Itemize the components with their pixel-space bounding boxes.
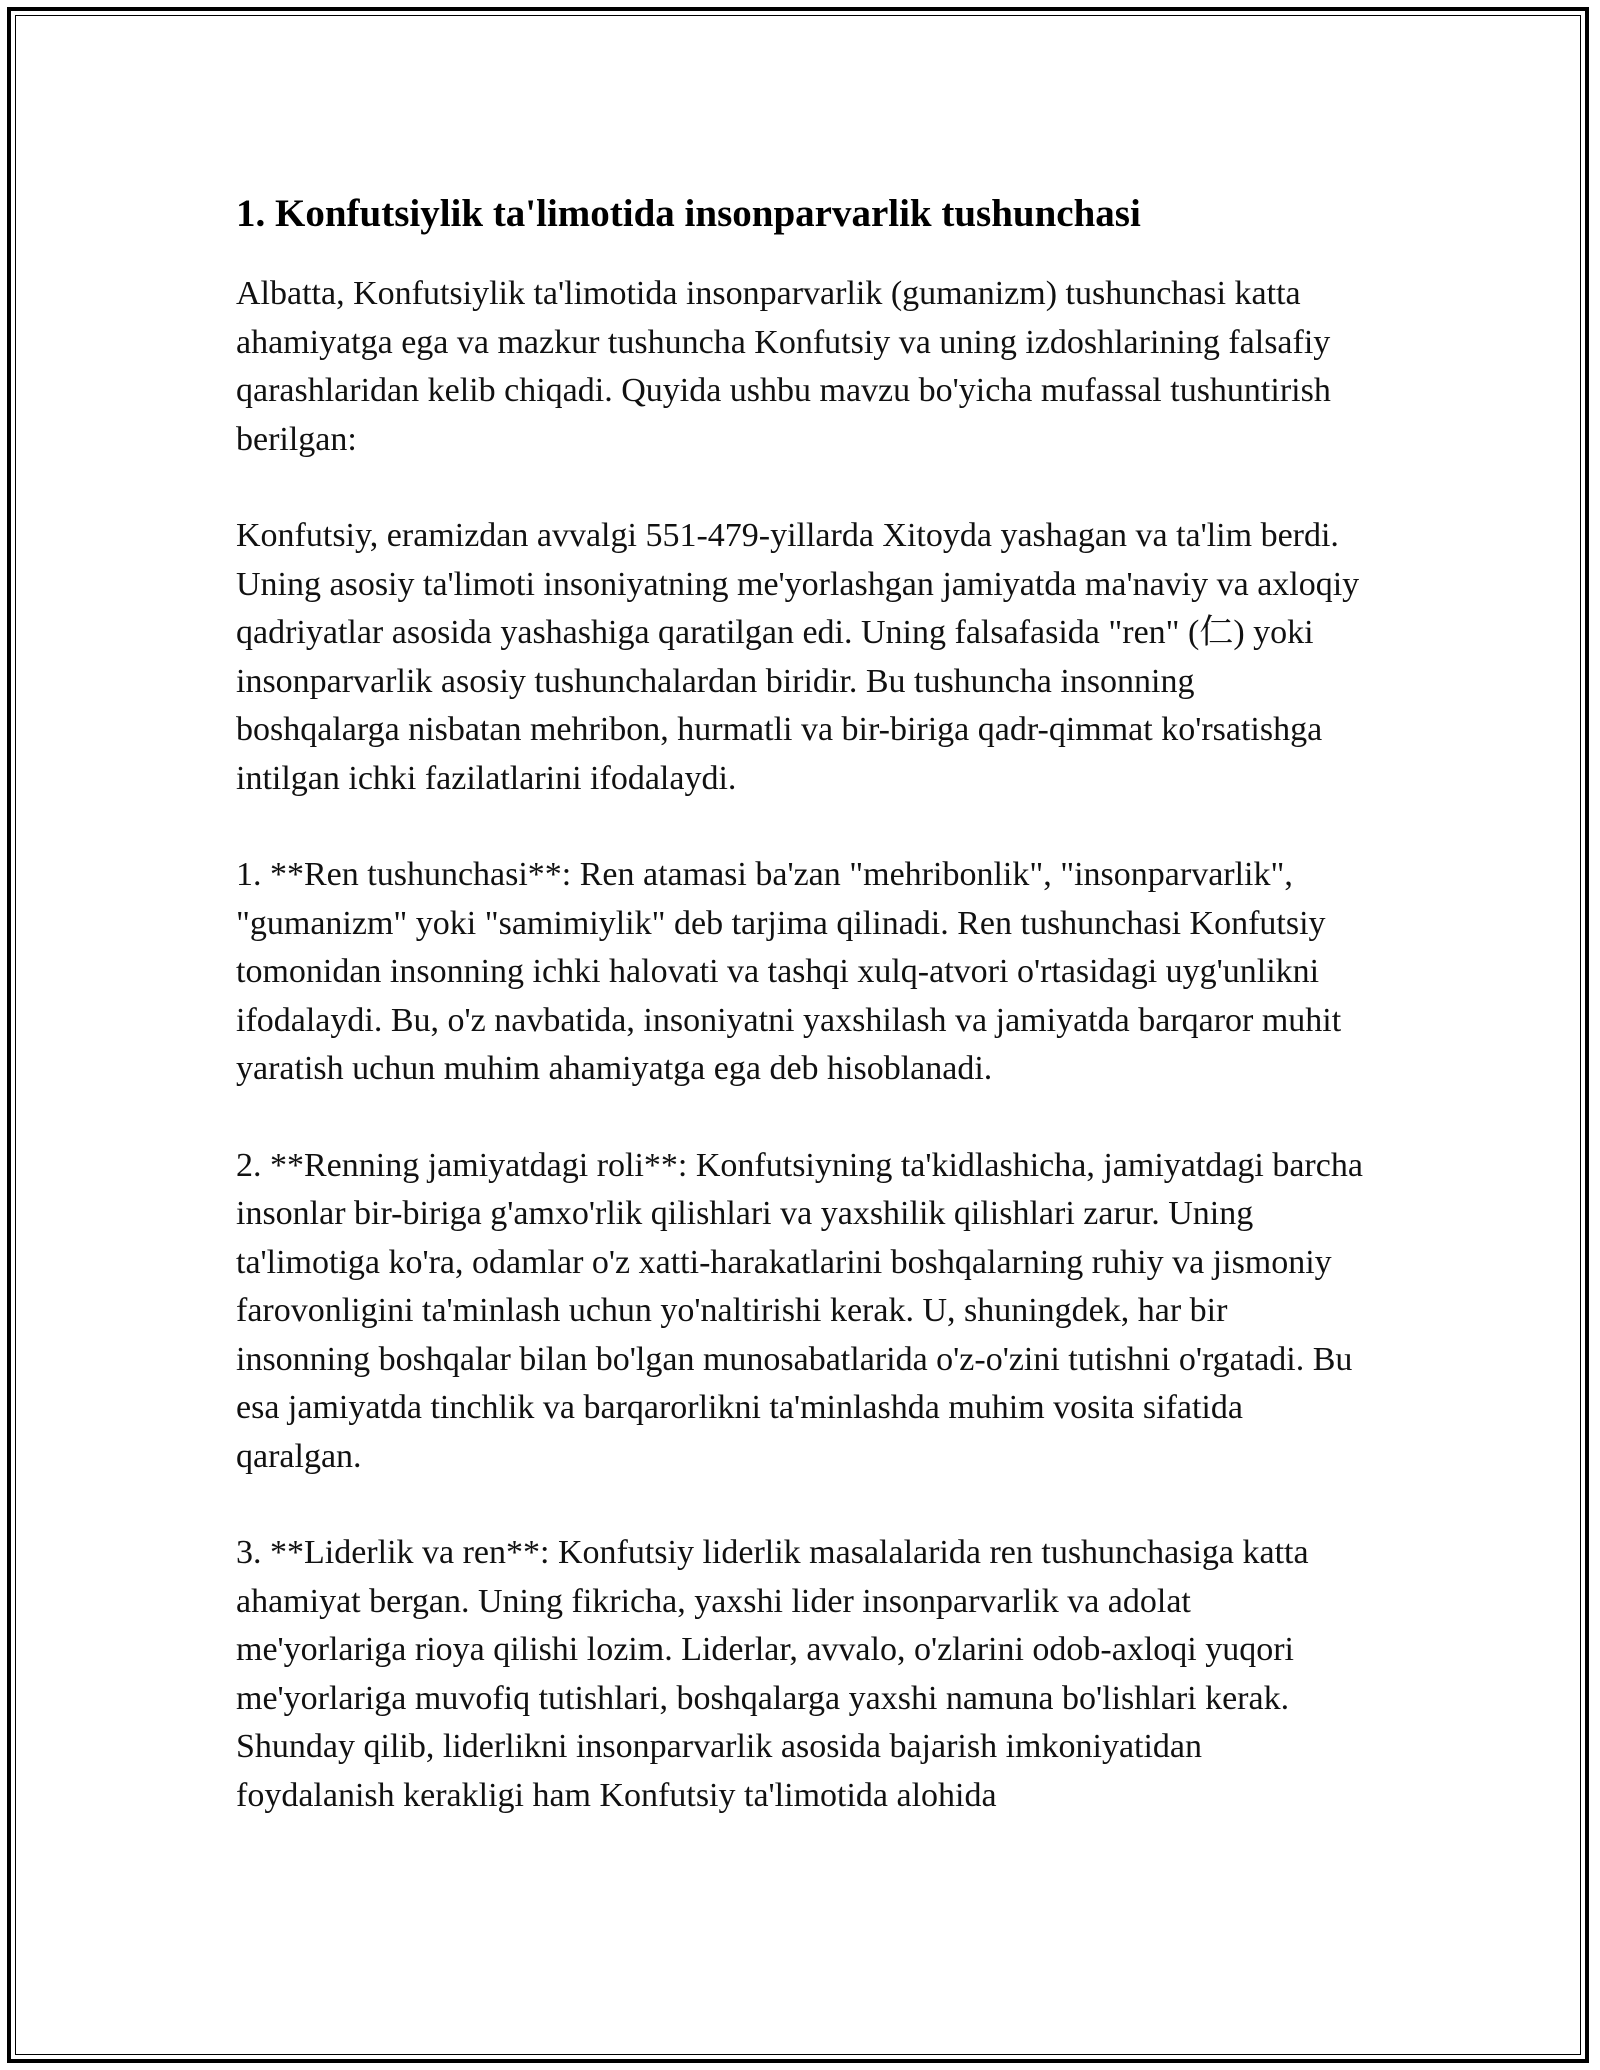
ren-society-paragraph: 2. **Renning jamiyatdagi roli**: Konfutsiyning ta'kidlashicha, jamiyatdagi barcha insonlar bir-biriga g'amxo'rlik qilishlari va yaxshilik qilishlari zarur. Uning ta'limotiga ko'ra, odamlar o'z xatti-harakatlarini boshqalarning ruhiy va jismoniy farovonligini ta'minlash uchun yo'naltirishi kerak. U, shuningdek, har bir insonning boshqalar bilan bo'lgan munosabatlarida o'z-o'zini tutishni o'rgatadi. Bu esa jamiyatda tinchlik va barqarorlikni ta'minlashda muhim vosita sifatida qaralgan. — [236, 1146, 1363, 1475]
leadership-paragraph: 3. **Liderlik va ren**: Konfutsiy liderlik masalalarida ren tushunchasiga katta ahamiyat bergan. Uning fikricha, yaxshi lider insonparvarlik va adolat me'yorlariga rioya qilishi lozim. Liderlar, avvalo, o'zlarini odob-axloqi yuqori me'yorlariga muvofiq tutishlari, boshqalarga yaxshi namuna bo'lishlari kerak. Shunday qilib, liderlikni insonparvarlik asosida bajarish imkoniyatidan foydalanish kerakligi ham Konfutsiy ta'limotida alohida — [236, 1534, 1309, 1814]
ren-concept-paragraph: 1. **Ren tushunchasi**: Ren atamasi ba'zan "mehribonlik", "insonparvarlik", "gumanizm" yoki "samimiylik" deb tarjima qilinadi. Ren tushunchasi Konfutsiy tomonidan insonning ichki halovati va tashqi xulq-atvori o'rtasidagi uyg'unlikni ifodalaydi. Bu, o'z navbatida, insoniyatni yaxshilash va jamiyatda barqaror muhit yaratish uchun muhim ahamiyatga ega deb hisoblanadi. — [236, 856, 1342, 1087]
section-heading: 1. Konfutsiylik ta'limotida insonparvarlik tushunchasi — [236, 192, 1141, 235]
background-paragraph: Konfutsiy, eramizdan avvalgi 551-479-yillarda Xitoyda yashagan va ta'lim berdi. Uning asosiy ta'limoti insoniyatning me'yorlashgan jamiyatda ma'naviy va axloqiy qadriyatlar asosida yashashiga qaratilgan edi. Uning falsafasida "ren" (仁) yoki insonparvarlik asosiy tushunchalardan biridir. Bu tushuncha insonning boshqalarga nisbatan mehribon, hurmatli va bir-biriga qadr-qimmat ko'rsatishga intilgan ichki fazilatlarini ifodalaydi. — [236, 517, 1360, 797]
document-body — [236, 186, 1366, 1868]
intro-paragraph: Albatta, Konfutsiylik ta'limotida insonparvarlik (gumanizm) tushunchasi katta ahamiyatga ega va mazkur tushuncha Konfutsiy va uning izdoshlarining falsafiy qarashlaridan kelib chiqadi. Quyida ushbu mavzu bo'yicha mufassal tushuntirish berilgan: — [236, 275, 1331, 458]
